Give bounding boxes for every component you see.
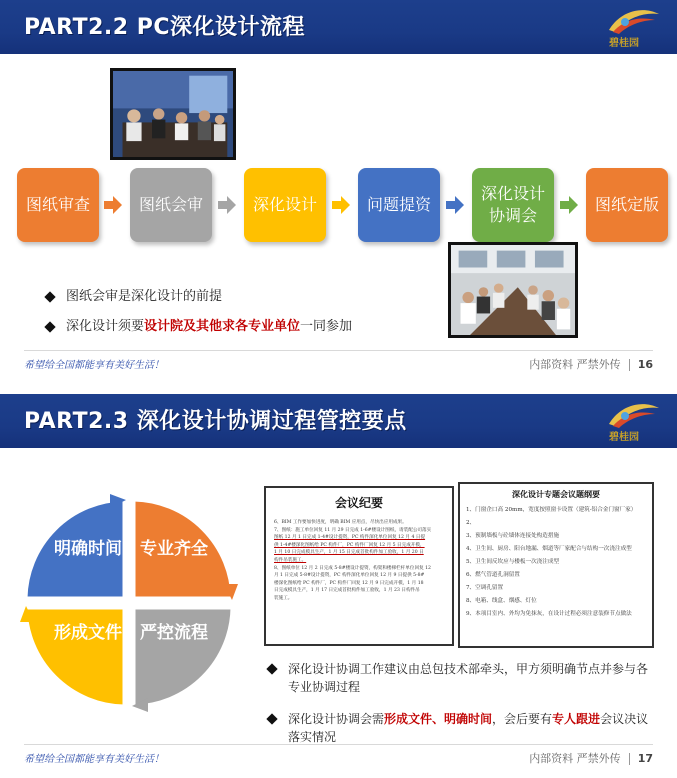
slide-16 [0, 0, 677, 384]
bullet-list [46, 288, 352, 348]
slide-header [0, 0, 677, 54]
footer-info [529, 356, 653, 372]
bullet-text-post: 一同参加 [300, 319, 353, 334]
logo-text: 碧桂园 [609, 432, 639, 443]
doc-title: 深化设计专题会议题纲要 [512, 489, 600, 499]
bullet-highlight: 形成文件、明确时间 [384, 712, 493, 726]
arrow-right-icon [560, 196, 578, 214]
bullet-highlight: 设计院及其他求各专业单位 [144, 319, 301, 334]
meeting-minutes-doc [264, 486, 454, 646]
quad-label-bl: 形成文件 [54, 623, 122, 643]
doc-line: 7、空调孔留置 [466, 585, 504, 591]
doc-line: 日完成模具生产，1 月 17 日完成首批构件加工验收，1 月 23 日构件吊 [274, 588, 420, 594]
doc-line: 月 1 日完成 5-8#设计提资，PC 构件深化单位回复 12 月 9 日提供 5-8# [274, 573, 425, 579]
doc-line: 7、图纸：施工单位回复 11 月 29 日完成 1-6#楼设计图纸，请装配公司落实 [274, 527, 432, 533]
slide-divider [0, 384, 677, 394]
logo-swoosh-icon [603, 6, 663, 36]
doc-line: 6、BIM 工作要加快进度，明确 BIM 应用点，尽快出应用成果。 [274, 520, 407, 525]
bullet-item [46, 318, 352, 336]
doc-line: 9、本项目室内、外均为免抹灰，在设计过程必须注意装修节点做法 [466, 611, 632, 617]
flow-step-detailed-design: 深化设计 [244, 168, 326, 242]
doc-line: 图纸 12 月 1 日完成 1-4#设计提资，PC 构件深化单位回复 12 月 4 日提 [274, 535, 426, 541]
bullet-highlight: 专人跟进 [552, 712, 601, 726]
flow-step-issue-submission: 问题提资 [358, 168, 440, 242]
arrow-right-icon [104, 196, 122, 214]
bullet-item [268, 710, 658, 746]
arrow-right-icon [218, 196, 236, 214]
doc-line: 4、卫生间、厨房、阳台地漏、烟道等厂家配合与结构一次浇注成型 [466, 546, 632, 552]
slide-17 [0, 394, 677, 778]
diamond-bullet-icon [44, 291, 55, 302]
doc-line: 6、燃气管道孔洞留置 [466, 572, 520, 578]
doc-line: 2、 [466, 520, 476, 526]
logo-swoosh-icon [603, 400, 663, 430]
bullet-text-mid: ，会后要有 [492, 712, 553, 726]
quad-label-tl: 明确时间 [54, 539, 122, 559]
bullet-text: 深化设计协调工作建议由总包技术部牵头，甲方须明确节点并参与各专业协调过程 [288, 662, 649, 694]
footer-slogan: 希望给全国都能享有美好生活！ [24, 754, 164, 765]
bullet-text [66, 318, 352, 336]
footer-divider [24, 744, 653, 745]
logo-text: 碧桂园 [609, 38, 639, 49]
footer-info [529, 750, 653, 766]
doc-line: 5、卫生间反坎应与楼板一次浇注成型 [466, 559, 560, 565]
doc-line: 楼深化图纸给 PC 构件厂，PC 构件厂回复 12 月 9 日完成开模，1 月 18 [274, 580, 424, 586]
diamond-bullet-icon [44, 321, 55, 332]
page-number: 17 [637, 752, 653, 765]
flow-step-joint-review: 图纸会审 [130, 168, 212, 242]
doc-title: 会议纪要 [334, 496, 383, 510]
slide-title: PART2.3 深化设计协调过程管控要点 [24, 409, 407, 434]
meeting-agenda-doc [458, 482, 654, 648]
arrow-right-icon [332, 196, 350, 214]
control-points-diagram [18, 492, 240, 714]
doc-line: 1 月 10 日完成模具生产，1 月 15 日完成首批构件加工验收，1 月 20 日 [274, 550, 424, 556]
doc-line: 装施工。 [274, 595, 293, 601]
page-number: 16 [637, 358, 653, 371]
arrow-right-icon [446, 196, 464, 214]
flow-step-coordination-meeting: 深化设计协调会 [472, 168, 554, 242]
doc-line: 供 1-4#楼深化图纸给 PC 构件厂，PC 构件厂回复 12 月 5 日完成开模， [274, 542, 425, 548]
doc-line: 3、预制墙板与砼墙体连接处构造措施 [466, 533, 560, 539]
footer-slogan: 希望给全国都能享有美好生活！ [24, 360, 164, 371]
company-logo [603, 6, 663, 50]
bullet-item [46, 288, 352, 306]
bullet-item [268, 660, 658, 696]
doc-line: 8、电箱、线盒、烟感、灯位 [466, 598, 537, 604]
diamond-bullet-icon [266, 713, 277, 724]
doc-line: 构件吊装施工。 [274, 557, 307, 563]
quad-label-br: 严控流程 [140, 623, 208, 643]
flow-step-drawing-finalized: 图纸定版 [586, 168, 668, 242]
bullet-text-pre: 深化设计须要 [66, 319, 145, 334]
company-logo [603, 400, 663, 444]
diamond-bullet-icon [266, 663, 277, 674]
slide-header [0, 394, 677, 448]
quad-label-tr: 专业齐全 [140, 539, 208, 559]
bullet-text-pre: 深化设计协调会需 [288, 712, 385, 726]
doc-line: 8、图纸单位 12 月 2 日完成 5-8#楼设计提资，构架和楼梯栏杆单位回复 12 [274, 565, 431, 571]
footer-divider [24, 350, 653, 351]
bullet-text: 图纸会审是深化设计的前提 [66, 289, 223, 304]
doc-line: 1、门窗企口高 20mm，宽度按照窗卡设置（建筑-铝合金门窗厂家） [466, 507, 637, 513]
slide-title: PART2.2 PC深化设计流程 [24, 15, 305, 40]
internal-notice: 内部资料 严禁外传 [529, 752, 621, 765]
meeting-photo-1 [110, 68, 236, 160]
flow-step-drawing-review: 图纸审查 [17, 168, 99, 242]
internal-notice: 内部资料 严禁外传 [529, 358, 621, 371]
bullet-text [288, 710, 658, 746]
meeting-photo-2 [448, 242, 578, 338]
bullet-text-post: 会议决议落实情况 [288, 712, 649, 744]
